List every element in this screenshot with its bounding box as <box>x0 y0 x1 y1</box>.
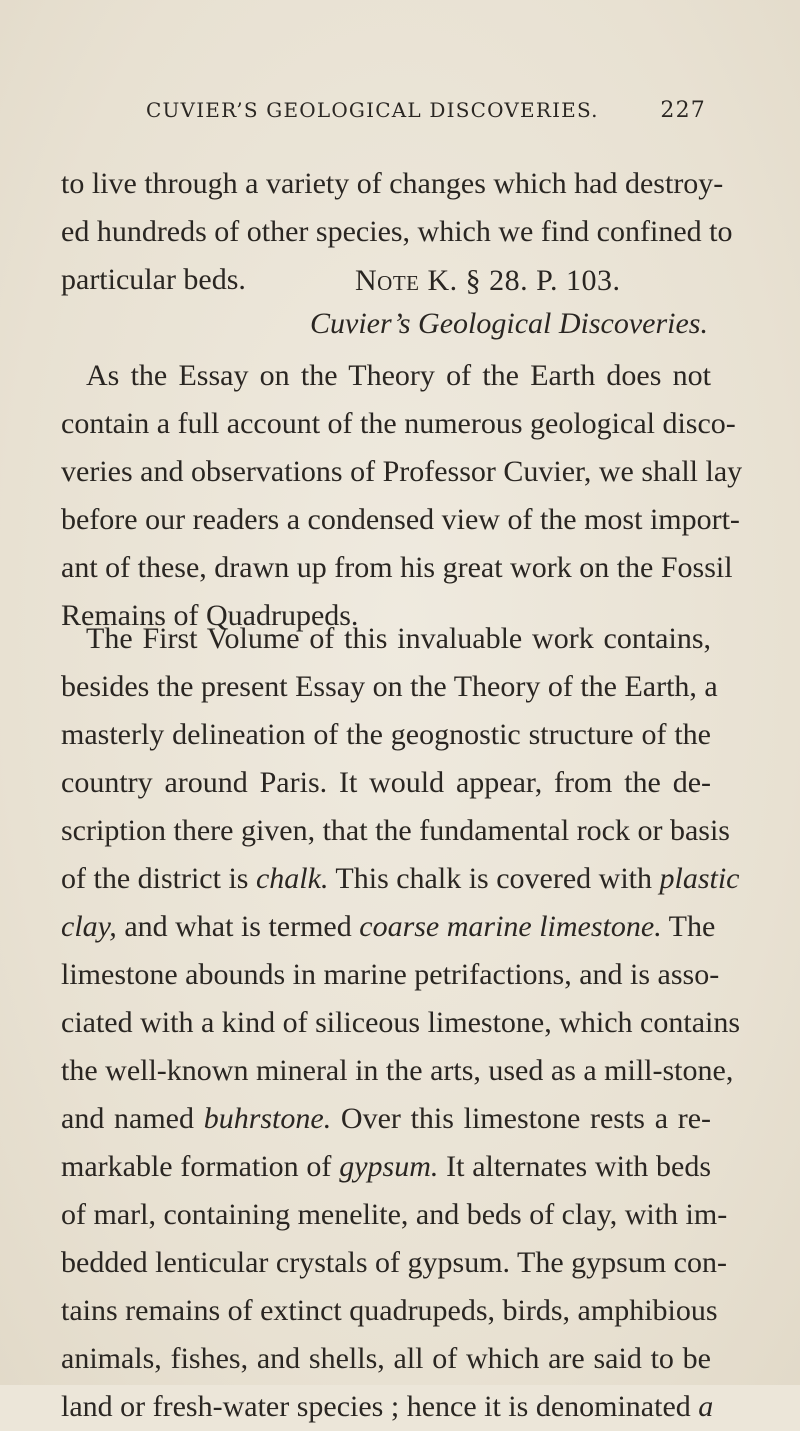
text-run: Over this limestone rests a re- <box>331 1102 712 1135</box>
text-line: masterly delineation of the geognostic structure of the <box>61 718 711 751</box>
italic-run: a <box>698 1390 714 1423</box>
text-line <box>61 855 740 903</box>
italic-run: gypsum. <box>339 1150 439 1183</box>
page-number: 227 <box>660 98 706 123</box>
italic-run: buhrstone. <box>203 1102 332 1135</box>
italic-run: coarse marine limestone. <box>359 910 662 943</box>
text-run: land or fresh-water species ; hence it is denominated <box>61 1390 699 1423</box>
text-line: The First Volume of this invaluable work contains, <box>86 622 711 655</box>
running-head <box>146 98 706 138</box>
text-line: ant of these, drawn up from his great work on the Fossil <box>61 551 733 584</box>
text-line <box>61 903 716 951</box>
text-line: to live through a variety of changes which had destroy- <box>61 167 724 200</box>
text-line: besides the present Essay on the Theory of the Earth, a <box>61 670 718 703</box>
text-run: The <box>661 910 716 943</box>
note-heading-text: Note K. § 28. P. 103. <box>355 264 621 297</box>
italic-run: plastic <box>659 862 740 895</box>
paragraph-1 <box>61 352 743 640</box>
text-line: scription there given, that the fundamental rock or basis <box>61 814 730 847</box>
text-run: and what is termed <box>116 910 360 943</box>
text-line: ed hundreds of other species, which we find confined to <box>61 215 733 248</box>
note-heading <box>355 264 621 298</box>
text-line: particular beds. <box>61 263 246 296</box>
italic-run: clay, <box>61 910 117 943</box>
text-line: the well-known mineral in the arts, used as a mill-stone, <box>61 1054 734 1087</box>
text-line <box>61 1383 714 1431</box>
text-run: It alternates with beds <box>438 1150 711 1183</box>
text-run: markable formation of <box>61 1150 340 1183</box>
paragraph-2 <box>61 615 741 1431</box>
text-line: bedded lenticular crystals of gypsum. The gypsum con- <box>61 1246 727 1279</box>
text-line: As the Essay on the Theory of the Earth does not <box>86 359 711 392</box>
italic-run: chalk. <box>255 862 329 895</box>
text-line <box>61 1095 711 1143</box>
text-run: This chalk is covered with <box>328 862 660 895</box>
text-line <box>61 1143 711 1191</box>
text-line: of marl, containing menelite, and beds of clay, with im- <box>61 1198 728 1231</box>
text-line: country around Paris. It would appear, from the de- <box>61 766 711 799</box>
text-run: and named <box>61 1102 204 1135</box>
text-line: animals, fishes, and shells, all of which are said to be <box>61 1342 711 1375</box>
text-line: veries and observations of Professor Cuvier, we shall lay <box>61 455 743 488</box>
running-title: CUVIER’S GEOLOGICAL DISCOVERIES. <box>146 98 599 122</box>
text-line: limestone abounds in marine petrifactions, and is asso- <box>61 958 720 991</box>
text-line: contain a full account of the numerous geological disco- <box>61 407 736 440</box>
text-run: of the district is <box>61 862 256 895</box>
text-line: ciated with a kind of siliceous limestone, which contains <box>61 1006 741 1039</box>
note-subtitle: Cuvier’s Geological Discoveries. <box>310 307 708 340</box>
text-line: tains remains of extinct quadrupeds, birds, amphibious <box>61 1294 718 1327</box>
text-line: Remains of Quadrupeds. <box>61 599 359 632</box>
text-line: before our readers a condensed view of the most import- <box>61 503 740 536</box>
